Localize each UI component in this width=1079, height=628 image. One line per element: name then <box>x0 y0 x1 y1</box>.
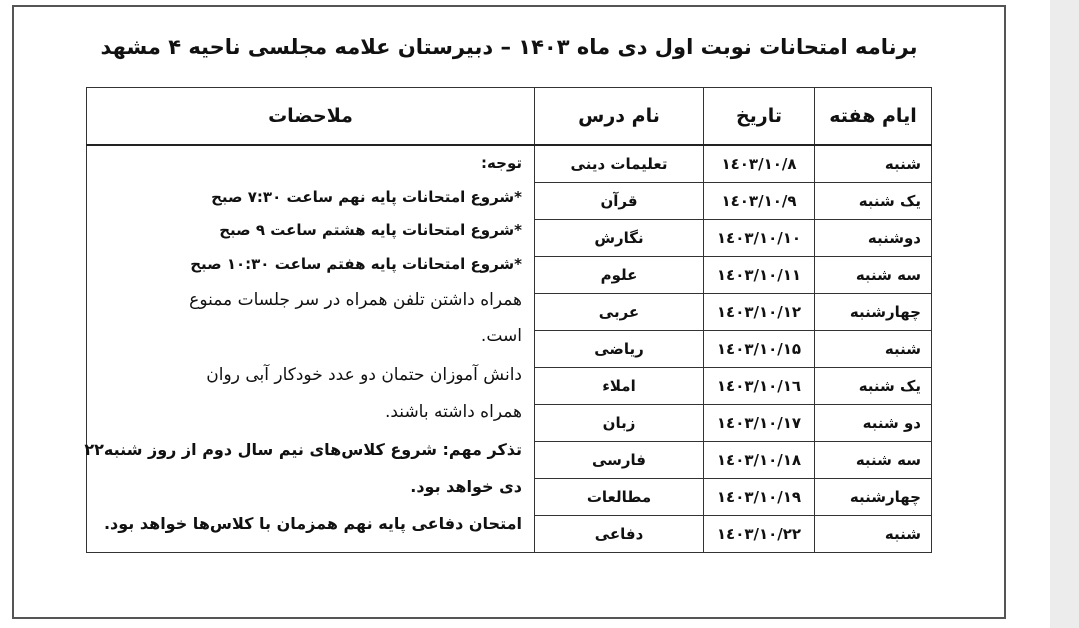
note-line: *شروع امتحانات پایه نهم ساعت ۷:۳۰ صبح <box>211 188 522 206</box>
subject-cell: فارسی <box>535 441 704 478</box>
day-cell: سه شنبه <box>815 441 932 478</box>
header-notes: ملاحضات <box>87 88 535 146</box>
header-date: تاریخ <box>704 88 815 146</box>
date-cell: ۱٤۰۳/۱۰/۲۲ <box>704 515 815 552</box>
day-cell: دو شنبه <box>815 404 932 441</box>
subject-cell: دفاعی <box>535 515 704 552</box>
note-line: همراه داشتن تلفن همراه در سر جلسات ممنوع <box>189 290 522 310</box>
subject-cell: عربی <box>535 293 704 330</box>
date-cell: ۱٤۰۳/۱۰/۱۲ <box>704 293 815 330</box>
date-cell: ۱٤۰۳/۱۰/۱۹ <box>704 478 815 515</box>
notes-cell <box>84 145 535 553</box>
day-cell: چهارشنبه <box>815 293 932 330</box>
note-line: است. <box>480 326 522 346</box>
date-cell: ۱٤۰۳/۱۰/۱٦ <box>704 367 815 404</box>
day-cell: یک شنبه <box>815 367 932 404</box>
header-day: ایام هفته <box>815 88 932 146</box>
day-cell: شنبه <box>815 145 932 183</box>
header-row <box>87 88 932 146</box>
note-line: دانش آموزان حتمان دو عدد خودکار آبی روان <box>206 365 522 385</box>
day-cell: دوشنبه <box>815 220 932 257</box>
note-line: همراه داشته باشند. <box>384 402 522 422</box>
subject-cell: زبان <box>535 404 704 441</box>
page-title: برنامه امتحانات نوبت اول دی ماه ۱۴۰۳ – دبیرستان علامه مجلسی ناحیه ۴ مشهد <box>100 35 918 59</box>
day-cell: چهارشنبه <box>815 478 932 515</box>
day-cell: شنبه <box>815 330 932 367</box>
date-cell: ۱٤۰۳/۱۰/۱۱ <box>704 256 815 293</box>
date-cell: ۱٤۰۳/۱۰/۱۰ <box>704 220 815 257</box>
right-gray-strip <box>1050 0 1079 628</box>
note-line: *شروع امتحانات پایه هشتم ساعت ۹ صبح <box>219 221 522 239</box>
date-cell: ۱٤۰۳/۱۰/۹ <box>704 183 815 220</box>
note-line: توجه: <box>481 154 522 172</box>
table-row <box>87 145 932 183</box>
subject-cell: تعلیمات دینی <box>535 145 704 183</box>
subject-cell: قرآن <box>535 183 704 220</box>
day-cell: سه شنبه <box>815 256 932 293</box>
note-line: امتحان دفاعی پایه نهم همزمان با کلاس‌ها خواهد بود. <box>103 514 522 533</box>
day-cell: یک شنبه <box>815 183 932 220</box>
date-cell: ۱٤۰۳/۱۰/۱۵ <box>704 330 815 367</box>
subject-cell: مطالعات <box>535 478 704 515</box>
date-cell: ۱٤۰۳/۱۰/۱۷ <box>704 404 815 441</box>
exam-schedule-table <box>86 87 932 553</box>
subject-cell: نگارش <box>535 220 704 257</box>
note-line: تذکر مهم: شروع کلاس‌های نیم سال دوم از روز شنبه۲۲ <box>84 440 522 459</box>
note-line: دی خواهد بود. <box>410 477 522 496</box>
date-cell: ۱٤۰۳/۱۰/۸ <box>704 145 815 183</box>
subject-cell: علوم <box>535 256 704 293</box>
header-subject: نام درس <box>535 88 704 146</box>
subject-cell: املاء <box>535 367 704 404</box>
subject-cell: ریاضی <box>535 330 704 367</box>
date-cell: ۱٤۰۳/۱۰/۱۸ <box>704 441 815 478</box>
day-cell: شنبه <box>815 515 932 552</box>
note-line: *شروع امتحانات پایه هفتم ساعت ۱۰:۳۰ صبح <box>190 255 522 273</box>
